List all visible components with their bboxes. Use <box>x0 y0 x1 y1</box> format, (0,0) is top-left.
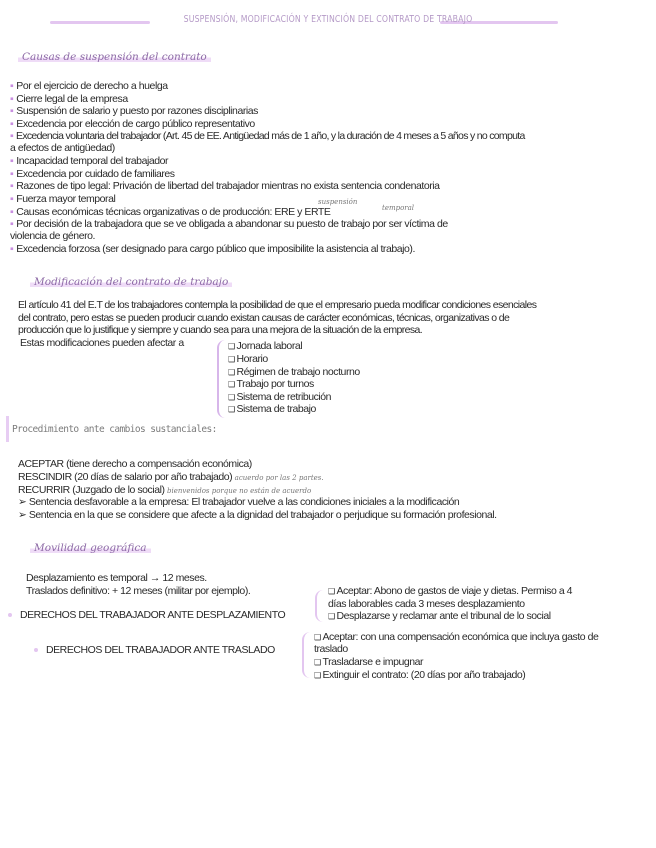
traslado-item: ❑ Aceptar: con una compensación económica que incluya gasto de <box>314 631 598 645</box>
paragraph-line: El artículo 41 del E.T de los trabajadores contempla la posibilidad de que el empresario pueda modificar condiciones esenciales <box>18 299 537 311</box>
list-item: ▪ Suspensión de salario y puesto por razones disciplinarias <box>10 105 258 117</box>
annotation-ere: suspensión <box>318 198 358 206</box>
option-note: acuerdo por las 2 partes. <box>234 474 324 482</box>
desplazamiento-item-continuation: días laborables cada 3 meses desplazamiento <box>328 598 525 610</box>
list-item: ▪ Excedencia por cuidado de familiares <box>10 168 175 180</box>
page-title: SUSPENSIÓN, MODIFICACIÓN Y EXTINCIÓN DEL CONTRATO DE TRABAJO <box>183 14 473 25</box>
list-item: ▪ Fuerza mayor temporal <box>10 193 116 205</box>
option-line: RECURRIR (Juzgado de lo social) bienvenidos porque no están de acuerdo <box>18 484 312 496</box>
desplazamiento-item: ❑ Desplazarse y reclamar ante el tribunal de lo social <box>328 610 551 624</box>
brace <box>302 632 312 678</box>
affects-item: ❑ Régimen de trabajo nocturno <box>228 366 360 380</box>
section-marker <box>6 416 9 442</box>
paragraph-line: producción que lo justifique y siempre y cuando sea para una mejora de la situación de la empresa. <box>18 324 423 336</box>
traslado-item-continuation: traslado <box>314 643 348 655</box>
list-item-continuation: violencia de género. <box>10 230 95 242</box>
affects-label: Estas modificaciones pueden afectar a <box>20 337 184 349</box>
list-item-continuation: a efectos de antigüedad) <box>10 142 115 154</box>
affects-item: ❑ Sistema de retribución <box>228 391 331 405</box>
traslado-item: ❑ Trasladarse e impugnar <box>314 656 423 670</box>
option-line: RESCINDIR (20 días de salario por año trabajado) acuerdo por las 2 partes. <box>18 471 324 483</box>
affects-item: ❑ Trabajo por turnos <box>228 378 314 392</box>
desplazamiento-label: DERECHOS DEL TRABAJADOR ANTE DESPLAZAMIENTO <box>8 609 285 622</box>
result-line: ➢ Sentencia desfavorable a la empresa: El trabajador vuelve a las condiciones iniciales a la modificación <box>18 496 460 508</box>
list-item: ▪ Por el ejercicio de derecho a huelga <box>10 80 168 92</box>
section-heading-movilidad: Movilidad geográfica <box>30 542 151 554</box>
list-item: ▪ Causas económicas técnicas organizativas o de producción: ERE y ERTE <box>10 206 331 218</box>
procedure-label: Procedimiento ante cambios sustanciales: <box>12 424 217 435</box>
section-heading-modificacion: Modificación del contrato de trabajo <box>30 276 232 288</box>
list-item: ▪ Excedencia forzosa (ser designado para cargo público que imposibilite la asistencia al trabajo). <box>10 243 415 255</box>
affects-item: ❑ Sistema de trabajo <box>228 403 316 417</box>
brace <box>315 590 324 622</box>
annotation-erte: temporal <box>382 204 415 212</box>
result-line: ➢ Sentencia en la que se considere que afecte a la dignidad del trabajador o perjudique su formación profesional. <box>18 509 497 521</box>
list-item: ▪ Incapacidad temporal del trabajador <box>10 155 169 167</box>
list-item: ▪ Razones de tipo legal: Privación de libertad del trabajador mientras no exista sentencia condenatoria <box>10 180 440 192</box>
paragraph-line: del contrato, pero estas se pueden producir cuando existan causas de carácter económicas, técnicas, organizativas o de <box>18 312 510 324</box>
traslado-label: DERECHOS DEL TRABAJADOR ANTE TRASLADO <box>34 644 275 657</box>
affects-item: ❑ Jornada laboral <box>228 340 302 354</box>
list-item: ▪ Cierre legal de la empresa <box>10 93 128 105</box>
list-item: ▪ Excedencia voluntaria del trabajador (Art. 45 de EE. Antigüedad más de 1 año, y la duración de 4 meses a 5 años y no computa <box>10 130 525 142</box>
traslado-item: ❑ Extinguir el contrato: (20 días por año trabajado) <box>314 669 525 683</box>
brace <box>217 340 227 418</box>
bullet-dot <box>8 613 12 617</box>
desplazamiento-item: ❑ Aceptar: Abono de gastos de viaje y dietas. Permiso a 4 <box>328 585 572 599</box>
list-item: ▪ Por decisión de la trabajadora que se ve obligada a abandonar su puesto de trabajo por ser víctima de <box>10 218 448 230</box>
movilidad-line: Traslados definitivo: + 12 meses (militar por ejemplo). <box>26 585 251 597</box>
section-heading-suspension: Causas de suspensión del contrato <box>18 51 211 63</box>
option-note: bienvenidos porque no están de acuerdo <box>167 487 312 495</box>
affects-item: ❑ Horario <box>228 353 268 367</box>
movilidad-line: Desplazamiento es temporal → 12 meses. <box>26 572 207 584</box>
list-item: ▪ Excedencia por elección de cargo público representativo <box>10 118 255 130</box>
option-line: ACEPTAR (tiene derecho a compensación económica) <box>18 458 252 470</box>
bullet-dot <box>34 648 38 652</box>
